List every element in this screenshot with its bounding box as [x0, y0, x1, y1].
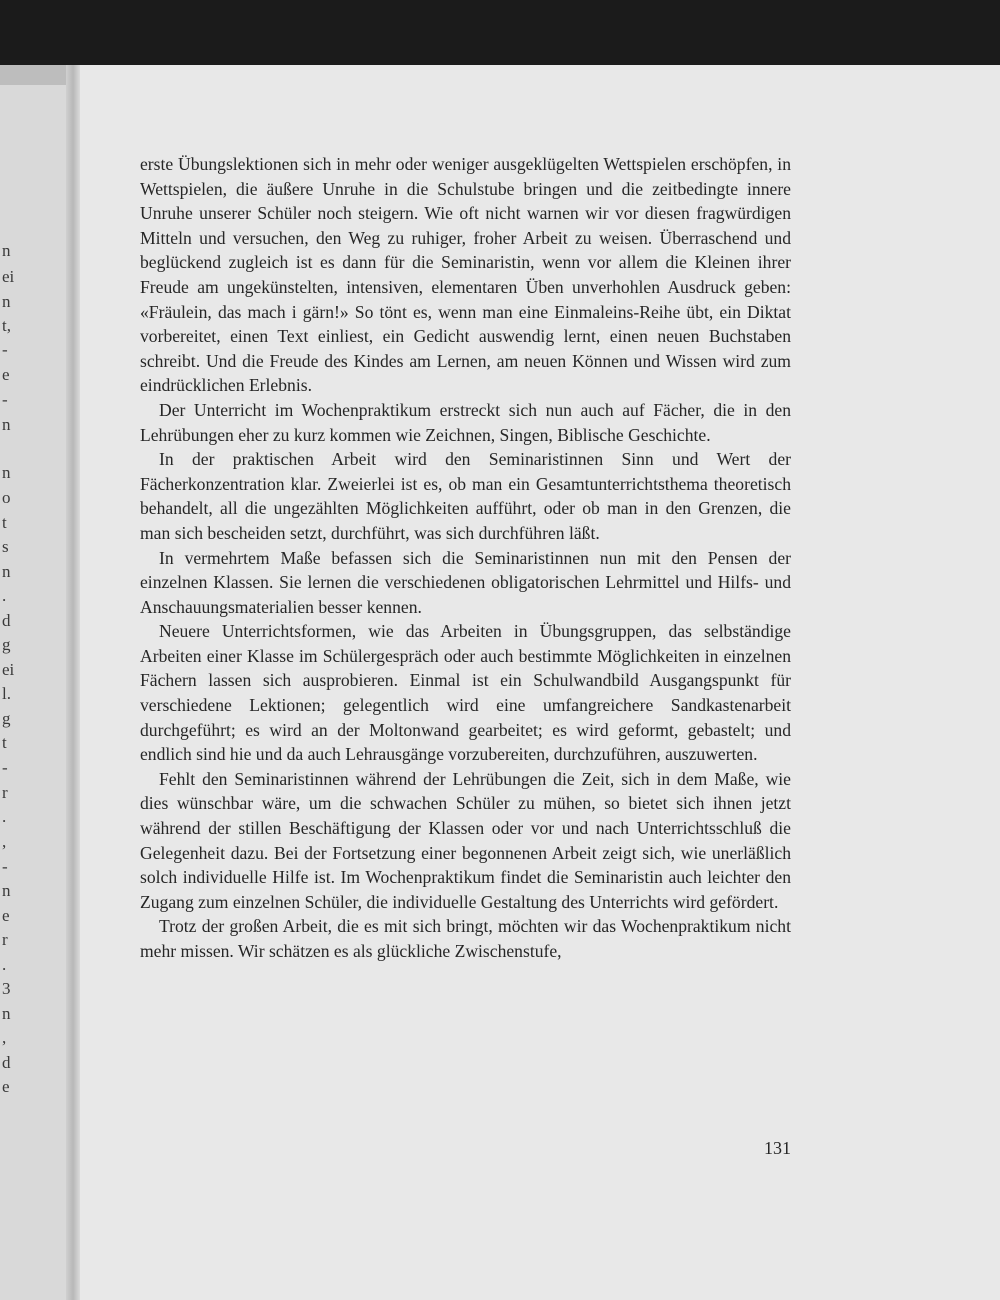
previous-page-fragment: t,: [2, 316, 11, 335]
previous-page-fragment: .: [2, 586, 7, 605]
previous-page-fragment: -: [2, 758, 8, 777]
previous-page-fragment: d: [2, 611, 11, 630]
page-number: 131: [764, 1138, 791, 1158]
previous-page-fragment: .: [2, 955, 7, 974]
previous-page-fragment: n: [2, 415, 11, 434]
paragraph: In der praktischen Arbeit wird den Seminaristinnen Sinn und Wert der Fächerkonzentration klar. Zweierlei ist es, ob man ein Gesamtunterrichtsthema theoretisch behandelt, all die ungezählten Möglichkeiten aufführt, oder ob man in den Grenzen, die man sich bescheiden setzt, durchführt, was sich durchführen läßt.: [140, 449, 791, 543]
previous-page-fragment: ei: [2, 267, 15, 286]
paragraph: erste Übungslektionen sich in mehr oder weniger ausgeklügelten Wettspielen erschöpfen, in Wettspielen, die äußere Unruhe in die Schulstube bringen und die zeitbedingte innere Unruhe unserer Schüler noch steigern. Wie oft nicht warnen wir vor diesen fragwürdigen Mitteln und versuchen, den Weg zu ruhiger, froher Arbeit zu weisen. Überraschend und beglückend zugleich ist es dann für die Seminaristin, wenn vor allem die Kleinen ihrer Freude am ungekünstelten, intensiven, elementaren Üben unverhohlen Ausdruck geben: «Fräulein, das mach i gärn!» So tönt es, wenn man eine Einmaleins-Reihe übt, ein Diktat vorbereitet, einen Text einliest, ein Gedicht auswendig lernt, einen neuen Buchstaben schreibt. Und die Freude des Kindes am Lernen, am neuen Können und Wissen wird zum eindrücklichen Erlebnis.: [140, 154, 791, 396]
previous-page-fragment: n: [2, 562, 11, 581]
previous-page-fragment: -: [2, 340, 8, 359]
previous-page-fragment: ,: [2, 1028, 7, 1047]
previous-page-fragment: ei: [2, 660, 15, 679]
previous-page-fragment: r: [2, 783, 8, 802]
previous-page-fragment: o: [2, 488, 11, 507]
paragraph: Neuere Unterrichtsformen, wie das Arbeiten in Übungsgruppen, das selbständige Arbeiten einer Klasse im Schülergespräch oder auch bestimmte Möglichkeiten in einzelnen Fächern lassen sich ausprobieren. Einmal ist ein Schulwandbild Ausgangspunkt für verschiedene Lektionen; gelegentlich wird eine umfangreichere Sandkastenarbeit durchgeführt; es wird an der Moltonwand gearbeitet; es wird geformt, gebastelt; und endlich sind hie und da auch Lehrausgänge vorzubereiten, durchzuführen, auszuwerten.: [140, 621, 791, 765]
previous-page-fragment: e: [2, 906, 10, 925]
previous-page-fragment: r: [2, 930, 8, 949]
paragraph: In vermehrtem Maße befassen sich die Seminaristinnen nun mit den Pensen der einzelnen Klassen. Sie lernen die verschiedenen obligatorischen Lehrmittel und Hilfs- und Anschauungsmaterialien besser kennen.: [140, 547, 791, 617]
previous-page-fragment: g: [2, 635, 11, 654]
previous-page-fragment: t: [2, 513, 7, 532]
previous-page-fragment: t: [2, 733, 7, 752]
previous-page-fragment: e: [2, 365, 10, 384]
previous-page-fragment: n: [2, 241, 11, 260]
previous-page-fragment: -: [2, 857, 8, 876]
book-page: [80, 65, 1000, 1300]
previous-page-fragment: .: [2, 807, 7, 826]
paragraph: Trotz der großen Arbeit, die es mit sich bringt, möchten wir das Wochenpraktikum nicht mehr missen. Wir schätzen es als glückliche Zwischenstufe,: [140, 916, 791, 961]
previous-page-fragment: g: [2, 709, 11, 728]
previous-page-fragment: l.: [2, 684, 11, 703]
previous-page-fragment: s: [2, 537, 9, 556]
body-text: [140, 152, 791, 964]
previous-page-fragment: n: [2, 1004, 11, 1023]
paragraph: Fehlt den Seminaristinnen während der Lehrübungen die Zeit, sich in dem Maße, wie dies wünschbar wäre, um die schwachen Schüler zu mühen, so bietet sich ihnen jetzt während der stillen Beschäftigung der Klassen oder vor und nach Unterrichtsschluß die Gelegenheit dazu. Bei der Fortsetzung einer begonnenen Arbeit zeigt sich, wie unerläßlich solch individuelle Hilfe ist. Im Wochenpraktikum findet die Seminaristin auch leichter den Zugang zum einzelnen Schüler, die individuelle Gestaltung des Unterrichts wird gefördert.: [140, 768, 791, 912]
previous-page-fragment: ,: [2, 832, 7, 851]
previous-page-fragment: -: [2, 390, 8, 409]
previous-page-fragment: e: [2, 1077, 10, 1096]
previous-page-fragment: d: [2, 1053, 11, 1072]
previous-page-fragment: n: [2, 292, 11, 311]
previous-page-fragment: 3: [2, 979, 11, 998]
previous-page-fragment: n: [2, 881, 11, 900]
previous-page-fragment: n: [2, 463, 11, 482]
paragraph: Der Unterricht im Wochenpraktikum erstreckt sich nun auch auf Fächer, die in den Lehrübungen eher zu kurz kommen wie Zeichnen, Singen, Biblische Geschichte.: [140, 399, 791, 445]
book-gutter: [66, 65, 80, 1300]
